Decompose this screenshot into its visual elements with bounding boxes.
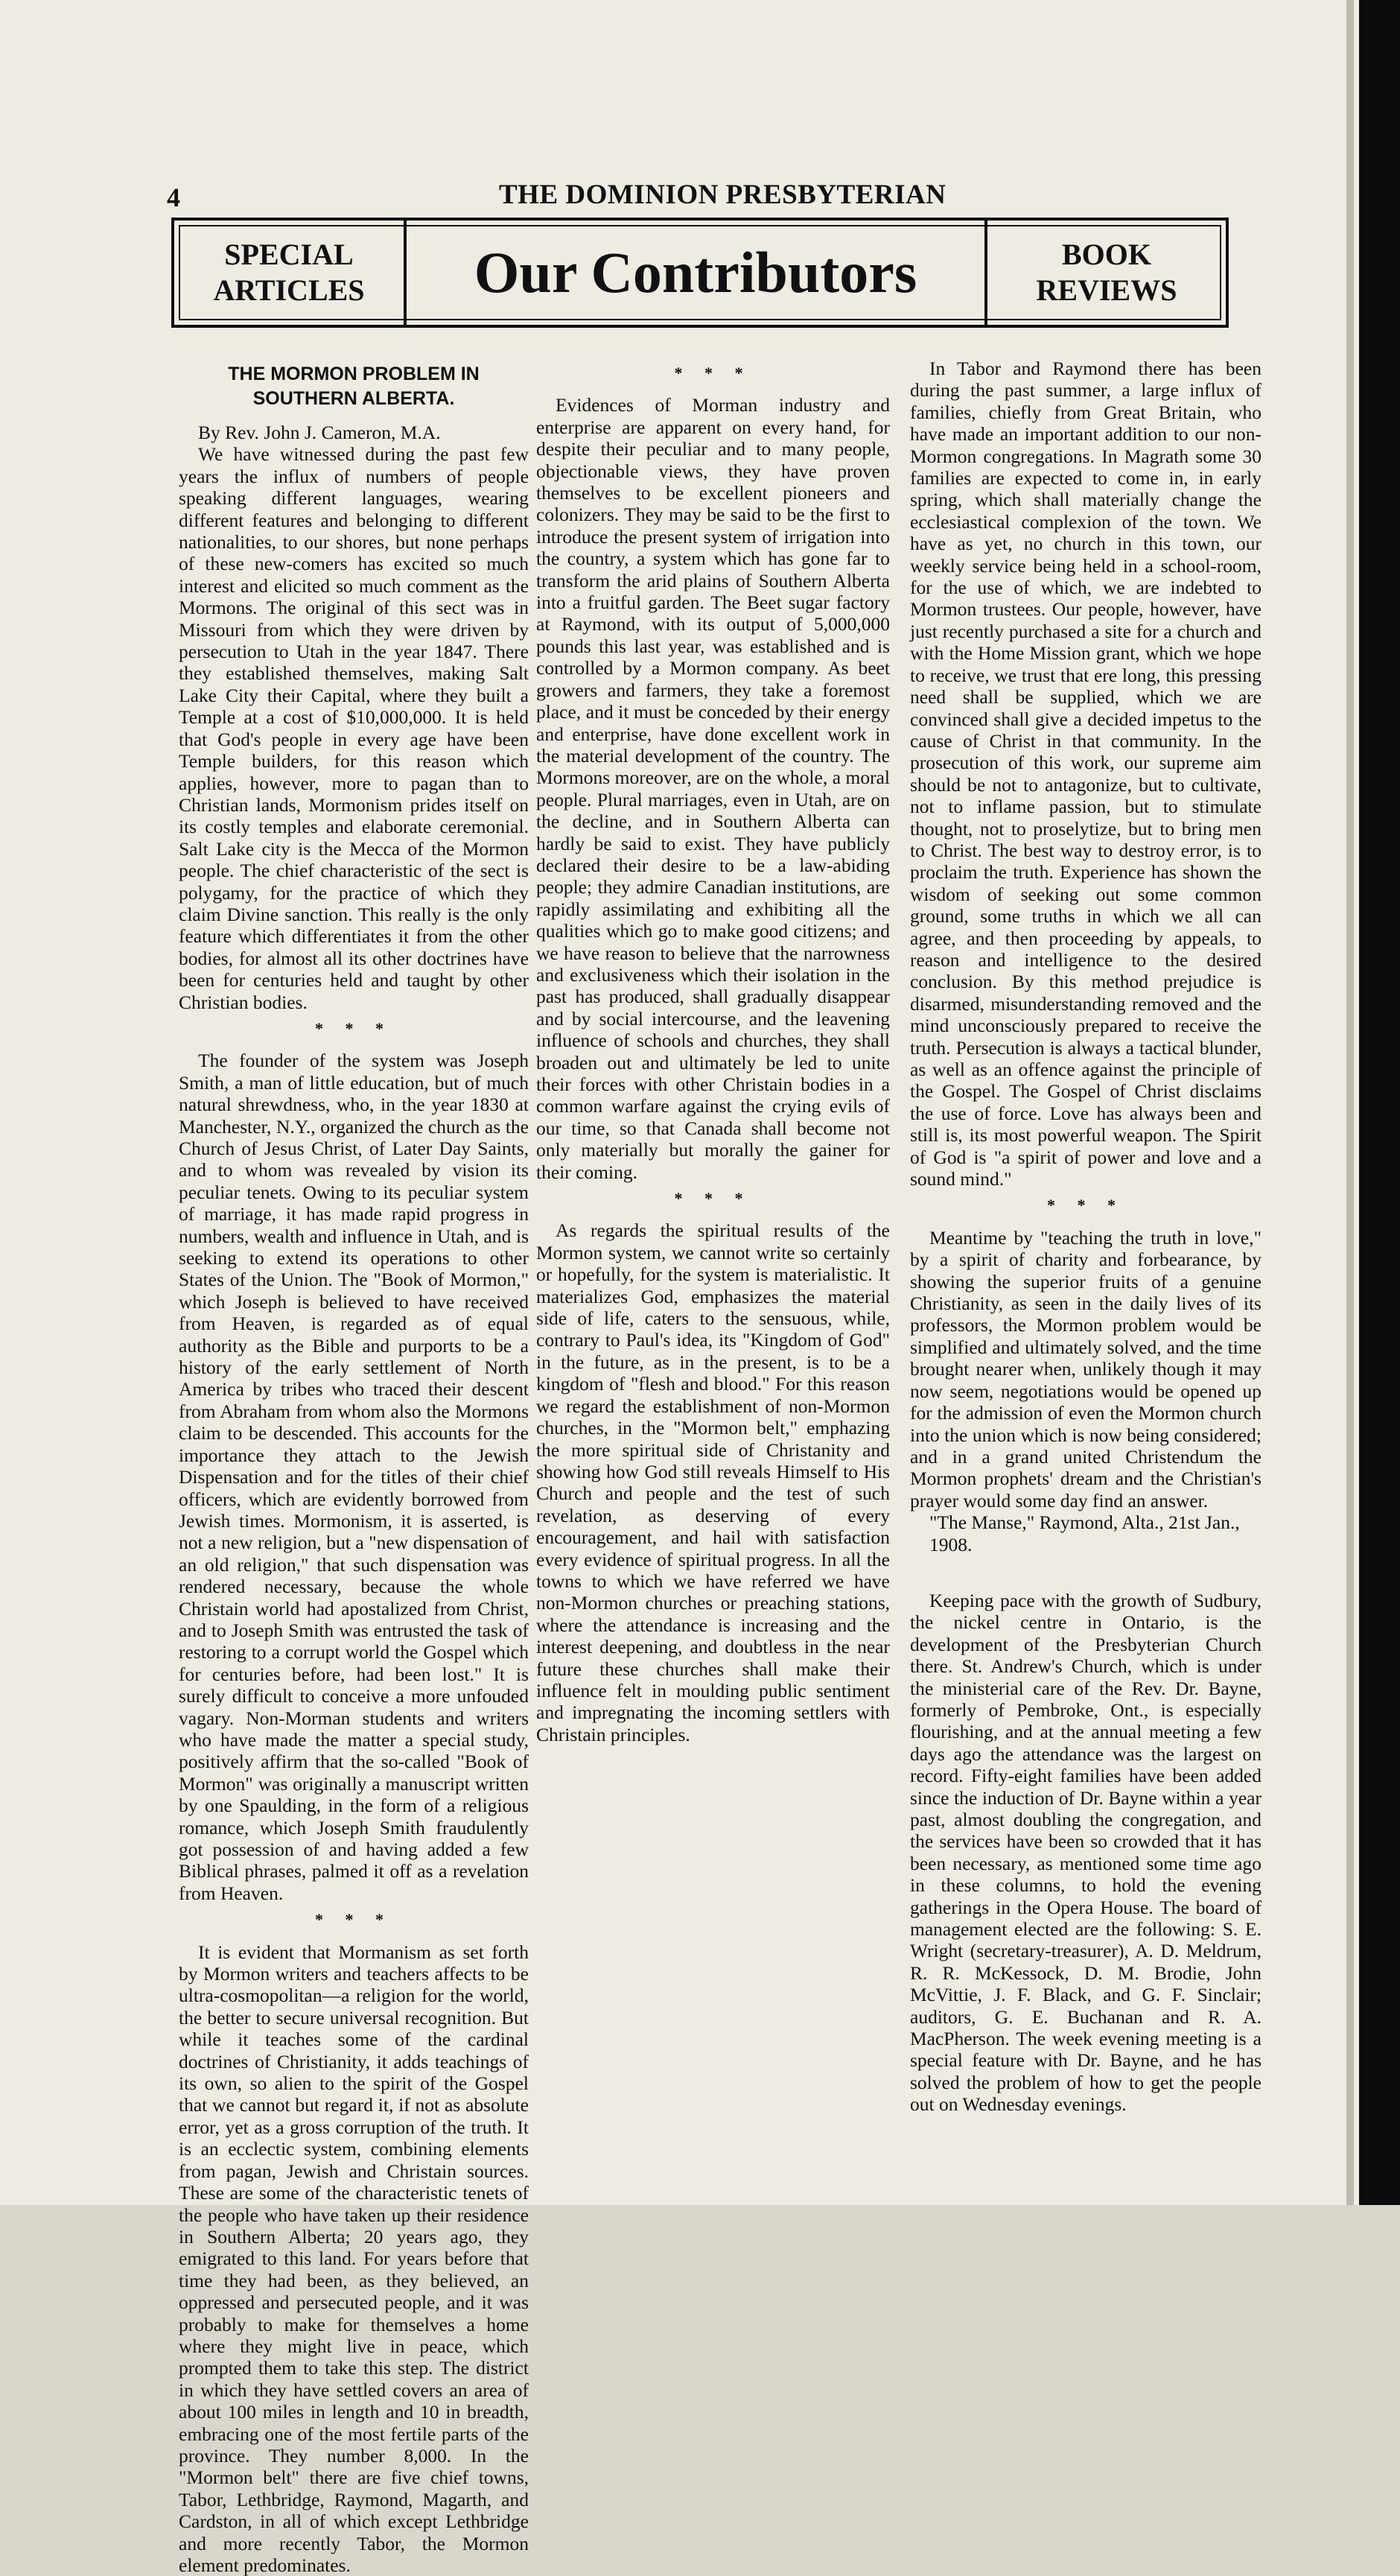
headline-line1: THE MORMON PROBLEM IN: [228, 364, 480, 384]
separator-5: * * *: [1047, 1196, 1124, 1215]
publication-title: THE DOMINION PRESBYTERIAN: [499, 180, 946, 210]
column-3: [910, 358, 1261, 2116]
news-item-sudbury: Keeping pace with the growth of Sudbury, the nickel centre in Ontario, is the development of the Presbyterian Church there. St. Andrew's Church, which is under the ministerial care of the Rev. Dr. Bayne, formerly of Pembroke, Ont., is especially flourishing, and at the annual meeting a few days ago the attendance was the largest on record. Fifty-eight families have been added since the induction of Dr. Bayne within a year past, almost doubling the congregation, and the services have been so crowded that it has been necessary, as mentioned some time ago in these columns, to hold the evening gatherings in the Opera House. The board of management elected are the following: S. E. Wright (secretary-treasurer), A. D. Meldrum, R. R. McKessock, D. M. Brodie, John McVittie, J. F. Black, and G. F. Sinclair; auditors, G. E. Buchanan and R. A. MacPherson. The week evening meeting is a special feature with Dr. Bayne, and he has solved the problem of how to get the people out on Wednesday evenings.: [910, 1589, 1261, 2116]
signoff-line2: 1908.: [929, 1533, 973, 1555]
banner-right-line2: REVIEWS: [1036, 273, 1177, 307]
column-2: [536, 358, 890, 1745]
page-number: 4: [167, 183, 180, 212]
paragraph-4: Evidences of Morman industry and enterprise are apparent on every hand, for despite their peculiar and to many people, objectionable views, they have proven themselves to be excellent pioneers and colonizers. They may be said to be the first to introduce the present system of irrigation into the country, a system which has gone far to transform the arid plains of Southern Alberta into a fruitful garden. The Beet sugar factory at Raymond, with its output of 5,000,000 pounds this last year, was established and is controlled by a Mormon company. As beet growers and farmers, they take a foremost place, and it must be conceded by their energy and enterprise, have done excellent work in the material development of the country. The Mormons moreover, are on the whole, a moral people. Plural marriages, even in Utah, are on the decline, and in Southern Alberta can hardly be said to exist. They have publicly declared their desire to be a law-abiding people; they admire Canadian institutions, are rapidly assimilating and exhibiting all the qualities which go to make good citizens; and we have reason to believe that the narrowness and exclusiveness which their isolation in the past has produced, shall gradually disappear and by social intercourse, and the leavening influence of schools and churches, they shall broaden out and ultimately be led to unite their forces with other Christain bodies in a common warfare against the crying evils of our time, so that Canada shall become not only materially but morally the gainer for their coming.: [536, 394, 890, 1183]
banner-title: Our Contributors: [474, 240, 917, 305]
separator-4: * * *: [674, 1189, 752, 1208]
paragraph-3: It is evident that Mormanism as set forth by Mormon writers and teachers affects to be ultra-cosmopolitan—a religion for the world, the better to secure universal recognition. But while it teaches some of the cardinal doctrines of Christianity, it adds teachings of its own, so alien to the spirit of the Gospel that we cannot but regard it, if not as absolute error, yet as a gross corruption of the truth. It is an ecclectic system, combining elements from pagan, Jewish and Christain sources. These are some of the characteristic tenets of the people who have taken up their residence in Southern Alberta; 20 years ago, they emigrated to this land. For years before that time they had been, as they believed, an oppressed and persecuted people, and it was probably to make for themselves a home where they might live in peace, which prompted them to take this step. The district in which they have settled covers an area of about 100 miles in length and 10 in breadth, embracing one of the most fertile parts of the province. They number 8,000. In the "Mormon belt" there are five chief towns, Tabor, Lethbridge, Raymond, Magarth, and Cardston, in all of which except Lethbridge and more recently Tabor, the Mormon element predominates.: [179, 1941, 529, 2576]
page-edge-shadow: [1346, 0, 1354, 2205]
paragraph-6: In Tabor and Raymond there has been during the past summer, a large influx of families, chiefly from Great Britain, who have made an important addition to our non-Mormon congregations. In Magrath some 30 families are expected to come in, in early spring, which shall materially change the ecclesiastical complexion of the town. We have as yet, no church in this town, our weekly service being held in a school-room, for the use of which, we are indebted to Mormon trustees. Our people, however, have just recently purchased a site for a church and with the Home Mission grant, which we hope to receive, we trust that ere long, this pressing need shall be supplied, which we are convinced shall give a decided impetus to the cause of Christ in that community. In the prosecution of this work, our supreme aim should be not to antagonize, but to cultivate, not to inflame passion, but to stimulate thought, not to proselytize, but to bring men to Christ. The best way to destroy error, is to proclaim the truth. Experience has shown the wisdom of seeking out some common ground, some truths in which we all can agree, and then proceeding by appeals, to reason and intelligence to the desired conclusion. By this method prejudice is disarmed, misunderstanding removed and the mind unconsciously prepared to receive the truth. Persecution is always a tactical blunder, as well as an offence against the principle of the Gospel. The Gospel of Christ disclaims the use of force. Love has always been and still is, its most powerful weapon. The Spirit of God is "a spirit of power and love and a sound mind.": [910, 358, 1261, 1190]
section-banner: [171, 218, 1229, 328]
paragraph-5: As regards the spiritual results of the Mormon system, we cannot write so certainly or hopefully, for the system is materialistic. It materializes God, emphasizes the material side of life, caters to the sensuous, while, contrary to Paul's idea, its "Kingdom of God" in the future, as in the present, is to be a kingdom of "flesh and blood." For this reason we regard the establishment of non-Mormon churches, in the "Mormon belt," emphazing the more spiritual side of Christanity and showing how God still reveals Himself to His Church and people and the test of such revelation, as deserving of every encouragement, and hail with satisfaction every evidence of spiritual progress. In all the towns to which we have referred we have non-Mormon churches or preaching stations, where the attendance is increasing and the interest deepening, and doubtless in the near future these churches shall make their influence felt in moulding public sentiment and impregnating the incoming settlers with Christain principles.: [536, 1219, 890, 1745]
banner-special-articles: [174, 221, 407, 325]
separator-2: * * *: [315, 1910, 392, 1929]
banner-left-line1: SPECIAL: [224, 238, 354, 271]
scan-border: [1359, 0, 1400, 2205]
column-gap: [910, 1555, 1261, 1590]
signoff-line1: "The Manse," Raymond, Alta., 21st Jan.,: [929, 1511, 1240, 1534]
separator-3: * * *: [674, 364, 752, 382]
paragraph-7: Meantime by "teaching the truth in love," by a spirit of charity and forbearance, by showing the superior fruits of a genuine Christianity, as seen in the daily lives of its professors, the Mormon problem would be simplified and ultimately solved, and the time brought nearer when, unlikely though it may now seem, negotiations would be opened up for the admission of even the Mormon church into the union which is now being considered; and in a grand united Christendum the Mormon prophets' dream and the Christian's prayer would some day find an answer.: [910, 1226, 1261, 1511]
headline-line2: SOUTHERN ALBERTA.: [252, 388, 455, 409]
banner-left-line2: ARTICLES: [213, 273, 365, 307]
paragraph-1: We have witnessed during the past few years the influx of numbers of people speaking different languages, wearing different features and belonging to different nationalities, to our shores, but none perhaps of these new-comers has excited so much interest and elicited so much comment as the Mormons. The original of this sect was in Missouri from which they were driven by persecution to Utah in the year 1847. There they established themselves, making Salt Lake City their Capital, where they built a Temple at a cost of $10,000,000. It is held that God's people in every age have been Temple builders, for this reason which applies, however, more to pagan than to Christian lands, Mormonism prides itself on its costly temples and elaborate ceremonial. Salt Lake city is the Mecca of the Mormon people. The chief characteristic of the sect is polygamy, for the practice of which they claim Divine sanction. This really is the only feature which differentiates it from the other bodies, for almost all its other doctrines have been for centuries held and taught by other Christian bodies.: [179, 443, 529, 1013]
paragraph-2: The founder of the system was Joseph Smith, a man of little education, but of much natural shrewdness, who, in the year 1830 at Manchester, N.Y., organized the church as the Church of Jesus Christ, of Later Day Saints, and to whom was revealed by vision its peculiar tenets. Owing to its peculiar system of marriage, it has made rapid progress in numbers, wealth and influence in Utah, and is seeking to extend its operations to other States of the Union. The "Book of Mormon," which Joseph is believed to have received from Heaven, is regarded as of equal authority as the Bible and purports to be a history of the early settlement of North America by tribes who traced their descent from Abraham from whom also the Mormons claim to be descended. This accounts for the importance they attach to the Jewish Dispensation and for the titles of their chief officers, which are evidently borrowed from Jewish times. Mormonism, it is asserted, is not a new religion, but a "new dispensation of an old religion," that such dispensation was rendered necessary, because the whole Christain world had apostalized from Christ, and to Joseph Smith was entrusted the task of restoring to a corrupt world the Gospel which for centuries before, had been lost." It is surely difficult to conceive a more unfouded vagary. Non-Morman students and writers who have made the matter a special study, positively affirm that the so-called "Book of Mormon" was originally a manuscript written by one Spaulding, in the form of a religious romance, which Joseph Smith fraudulently got possession of and having added a few Biblical phrases, palmed it off as a revelation from Heaven.: [179, 1050, 529, 1904]
column-1: [179, 358, 529, 2576]
article-byline: By Rev. John J. Cameron, M.A.: [198, 422, 441, 443]
separator-1: * * *: [315, 1018, 392, 1038]
banner-right-line1: BOOK: [1061, 238, 1152, 271]
banner-book-reviews: [984, 221, 1226, 325]
article-headline: [179, 362, 529, 411]
